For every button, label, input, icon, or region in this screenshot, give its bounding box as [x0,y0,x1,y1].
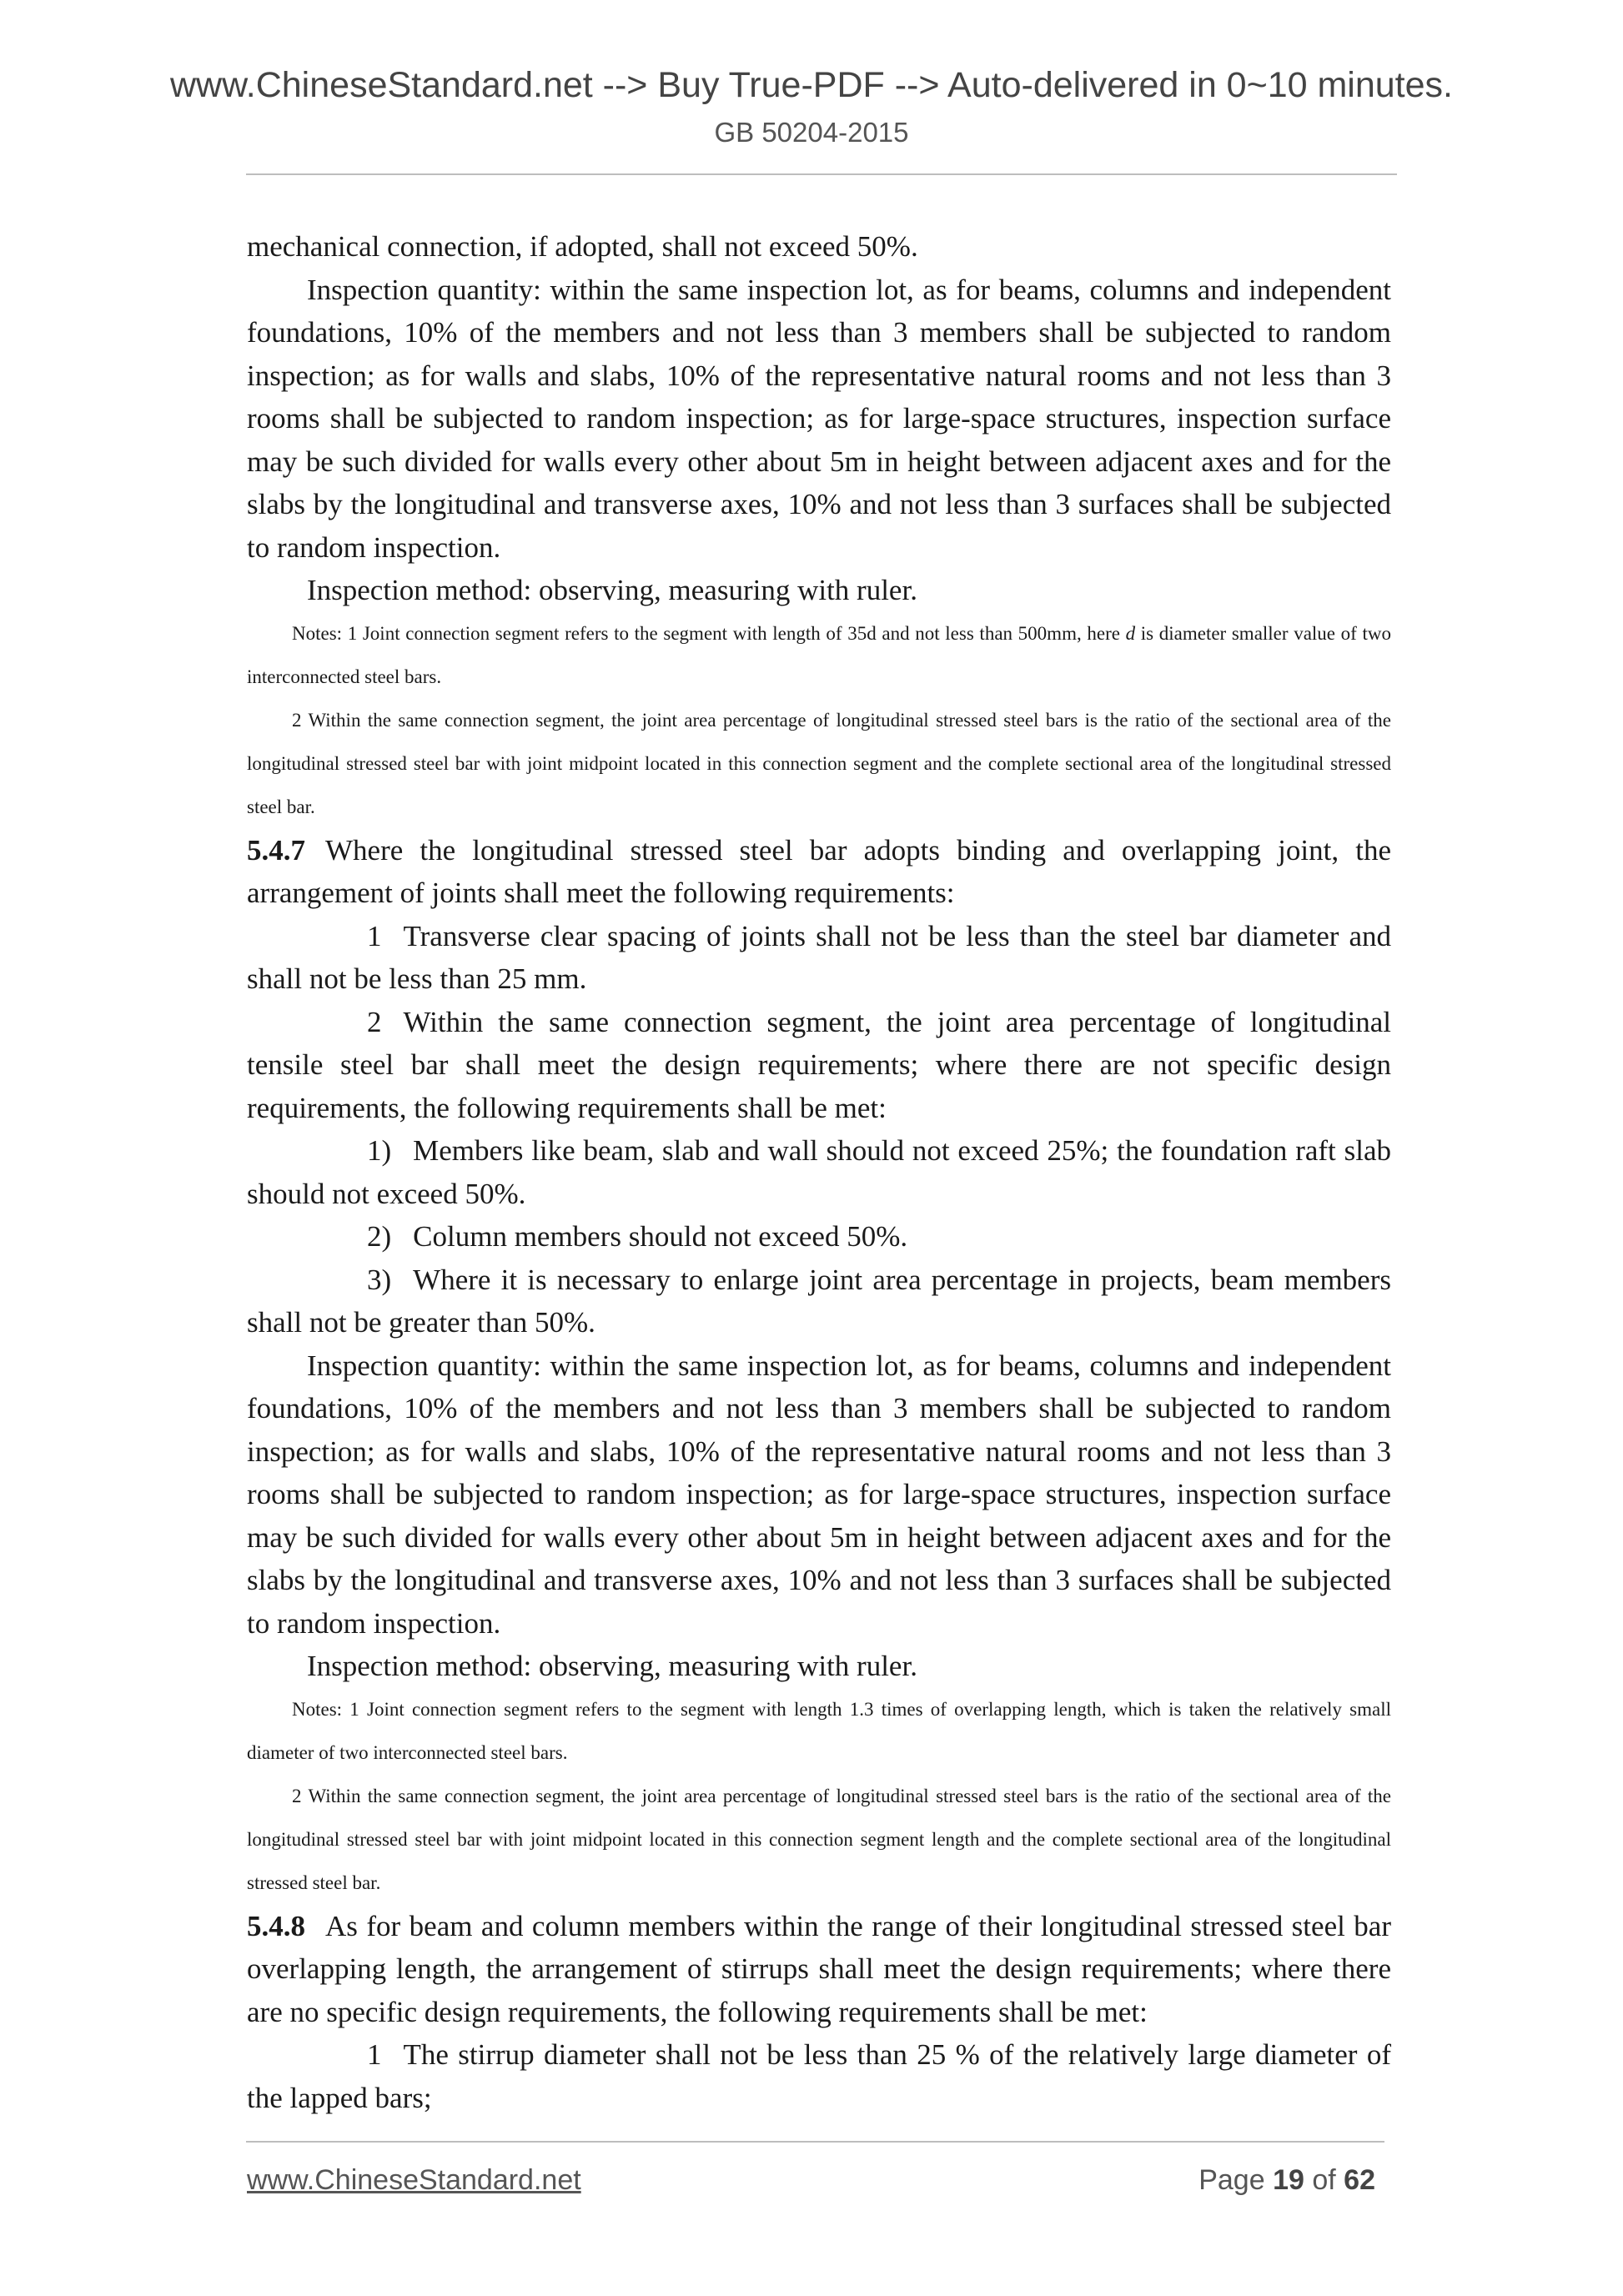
item-2-number: 2 [367,1005,382,1038]
note-3: Notes: 1 Joint connection segment refers to the segment with length 1.3 times of overlapping length, which is taken the relatively small diameter of two interconnected steel bars. [247,1698,1391,1763]
item-2-text: Within the same connection segment, the joint area percentage of longitudinal tensile steel bar shall meet the design requirements; where there are not specific design requirements, the following requirements shall be met: [247,1005,1391,1124]
page-body [247,225,1391,2119]
page-of: of [1312,2164,1336,2196]
subitem-2 [247,1215,1391,1259]
item-1-text: Transverse clear spacing of joints shall not be less than the steel bar diameter and shall not be less than 25 mm. [247,919,1391,995]
inspection-quantity-paragraph: Inspection quantity: within the same inspection lot, as for beams, columns and independent foundations, 10% of the members and not less than 3 members shall be subjected to random inspection; as for walls and slabs, 10% of the representative natural rooms and not less than 3 rooms shall be subjected to random inspection; as for large-space structures, inspection surface may be such divided for walls every other about 5m in height between adjacent axes and for the slabs by the longitudinal and transverse axes, 10% and not less than 3 surfaces shall be subjected to random inspection. [247,273,1391,564]
footer-site-link[interactable]: www.ChineseStandard.net [247,2164,581,2196]
footer-divider [246,2141,1384,2143]
note-1-variable-d: d [1125,622,1136,644]
clause-5-4-7 [247,829,1391,915]
page-total: 62 [1344,2164,1375,2196]
page-indicator [1198,2164,1375,2197]
clause-5-4-8-item-1-number: 1 [367,2038,382,2071]
subitem-1 [247,1129,1391,1215]
document-number: GB 50204-2015 [714,117,909,148]
clause-5-4-7-item-2 [247,1001,1391,1130]
note-4: 2 Within the same connection segment, the joint area percentage of longitudinal stressed steel bars is the ratio of the sectional area of the longitudinal stressed steel bar with joint midpoint located in this connection segment length and the complete sectional area of the longitudinal stressed steel bar. [247,1785,1391,1893]
subitem-3-text: Where it is necessary to enlarge joint area percentage in projects, beam members shall not be greater than 50%. [247,1263,1391,1339]
clause-5-4-7-number: 5.4.7 [247,833,305,867]
clause-5-4-8-item-1-text: The stirrup diameter shall not be less than 25 % of the relatively large diameter of the lapped bars; [247,2038,1391,2114]
note-2: 2 Within the same connection segment, the joint area percentage of longitudinal stressed steel bars is the ratio of the sectional area of the longitudinal stressed steel bar with joint midpoint located in this connection segment and the complete sectional area of the longitudinal stressed steel bar. [247,709,1391,817]
clause-5-4-7-text: Where the longitudinal stressed steel bar adopts binding and overlapping joint, the arrangement of joints shall meet the following requirements: [247,833,1391,909]
subitem-3 [247,1259,1391,1344]
subitem-3-number: 3) [367,1263,392,1296]
clause-5-4-8-text: As for beam and column members within the range of their longitudinal stressed steel bar overlapping length, the arrangement of stirrups shall meet the design requirements; where there are no specific design requirements, the following requirements shall be met: [247,1909,1391,2028]
subitem-2-number: 2) [367,1220,392,1253]
page-current: 19 [1273,2164,1304,2196]
subitem-1-number: 1) [367,1134,392,1167]
clause-5-4-8-item-1 [247,2033,1391,2119]
page-label: Page [1198,2164,1265,2196]
header-banner: www.ChineseStandard.net --> Buy True-PDF --> Auto-delivered in 0~10 minutes. [169,65,1453,105]
inspection-quantity-paragraph-2: Inspection quantity: within the same inspection lot, as for beams, columns and independent foundations, 10% of the members and not less than 3 members shall be subjected to random inspection; as for walls and slabs, 10% of the representative natural rooms and not less than 3 rooms shall be subjected to random inspection; as for large-space structures, inspection surface may be such divided for walls every other about 5m in height between adjacent axes and for the slabs by the longitudinal and transverse axes, 10% and not less than 3 surfaces shall be subjected to random inspection. [247,1349,1391,1640]
clause-5-4-8-number: 5.4.8 [247,1909,305,1942]
subitem-1-text: Members like beam, slab and wall should not exceed 25%; the foundation raft slab should not exceed 50%. [247,1134,1391,1210]
item-1-number: 1 [367,919,382,952]
header-divider [246,173,1397,175]
inspection-method-paragraph: Inspection method: observing, measuring with ruler. [307,574,917,606]
note-1-text-b: is diameter smaller value of two interconnected steel bars. [247,622,1391,687]
subitem-2-text: Column members should not exceed 50%. [413,1220,908,1253]
note-1 [247,612,1391,699]
clause-5-4-7-item-1 [247,915,1391,1001]
continued-paragraph: mechanical connection, if adopted, shall not exceed 50%. [247,230,918,263]
clause-5-4-8 [247,1905,1391,2034]
note-1-text-a: Notes: 1 Joint connection segment refers to the segment with length of 35d and not less than 500mm, here [292,622,1126,644]
inspection-method-paragraph-2: Inspection method: observing, measuring with ruler. [307,1650,917,1682]
